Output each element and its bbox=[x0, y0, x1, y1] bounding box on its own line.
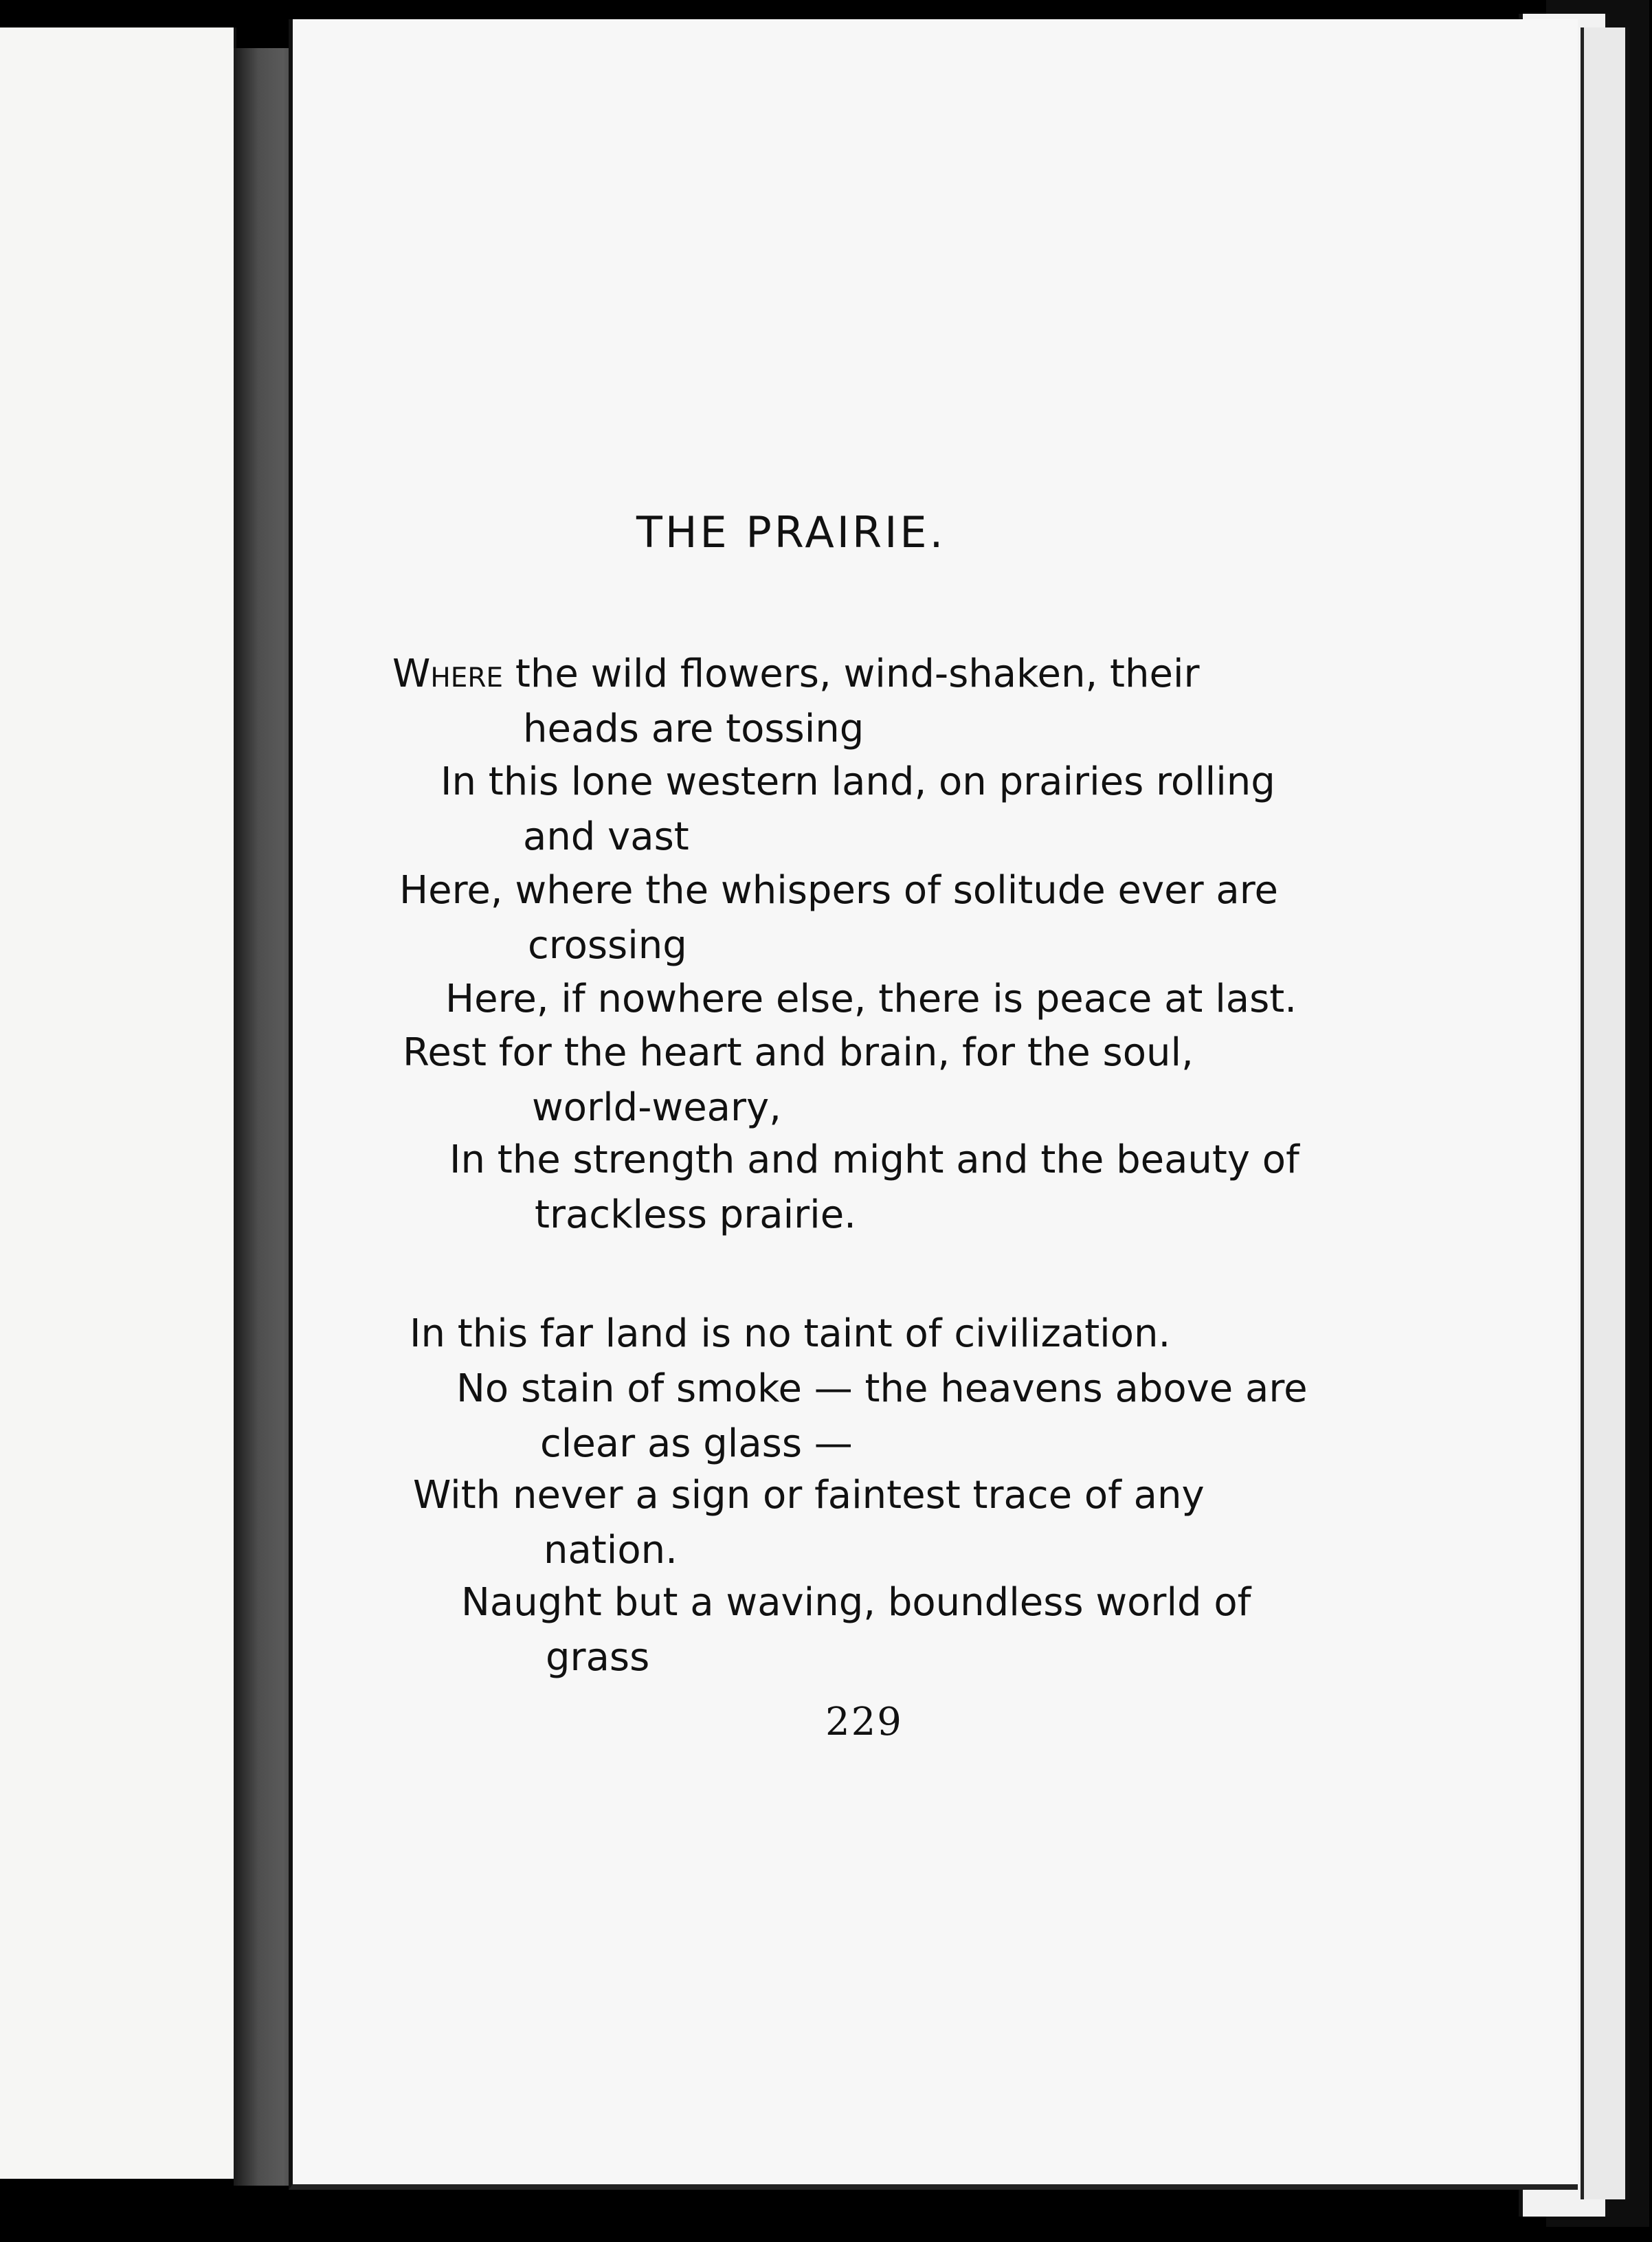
page-number: 229 bbox=[825, 1700, 903, 1744]
poem-line: Rest for the heart and brain, for the soul, bbox=[403, 1030, 1194, 1075]
page-edge-inner bbox=[1581, 27, 1629, 2199]
poem-line: nation. bbox=[544, 1528, 678, 1573]
poem-title: THE PRAIRIE. bbox=[636, 507, 946, 557]
poem-line: heads are tossing bbox=[523, 707, 864, 751]
poem-line: world-weary, bbox=[532, 1085, 781, 1130]
poem-line: No stain of smoke — the heavens above are bbox=[456, 1366, 1308, 1411]
poem-line: grass bbox=[546, 1635, 650, 1680]
poem-line: In the strength and might and the beauty of bbox=[449, 1137, 1299, 1182]
poem-line: Here, if nowhere else, there is peace at last. bbox=[445, 977, 1297, 1021]
poem-line: Here, where the whispers of solitude ever are bbox=[399, 868, 1278, 913]
poem-line: Naught but a waving, boundless world of bbox=[461, 1580, 1251, 1625]
poem-line: In this lone western land, on prairies rolling bbox=[440, 759, 1275, 804]
poem-line: and vast bbox=[523, 814, 689, 859]
facing-page bbox=[0, 27, 236, 2179]
line-text: the wild flowers, wind-shaken, their bbox=[515, 652, 1200, 696]
poem-line: In this far land is no taint of civilization. bbox=[410, 1311, 1171, 1356]
poem-line: clear as glass — bbox=[540, 1421, 853, 1466]
book-page bbox=[289, 19, 1578, 2190]
poem-line: trackless prairie. bbox=[535, 1192, 856, 1237]
poem-line: crossing bbox=[528, 923, 687, 968]
drop-word: Where bbox=[392, 652, 504, 696]
poem bbox=[293, 19, 1578, 2184]
poem-line: With never a sign or faintest trace of any bbox=[413, 1473, 1205, 1518]
poem-line bbox=[392, 652, 1200, 696]
